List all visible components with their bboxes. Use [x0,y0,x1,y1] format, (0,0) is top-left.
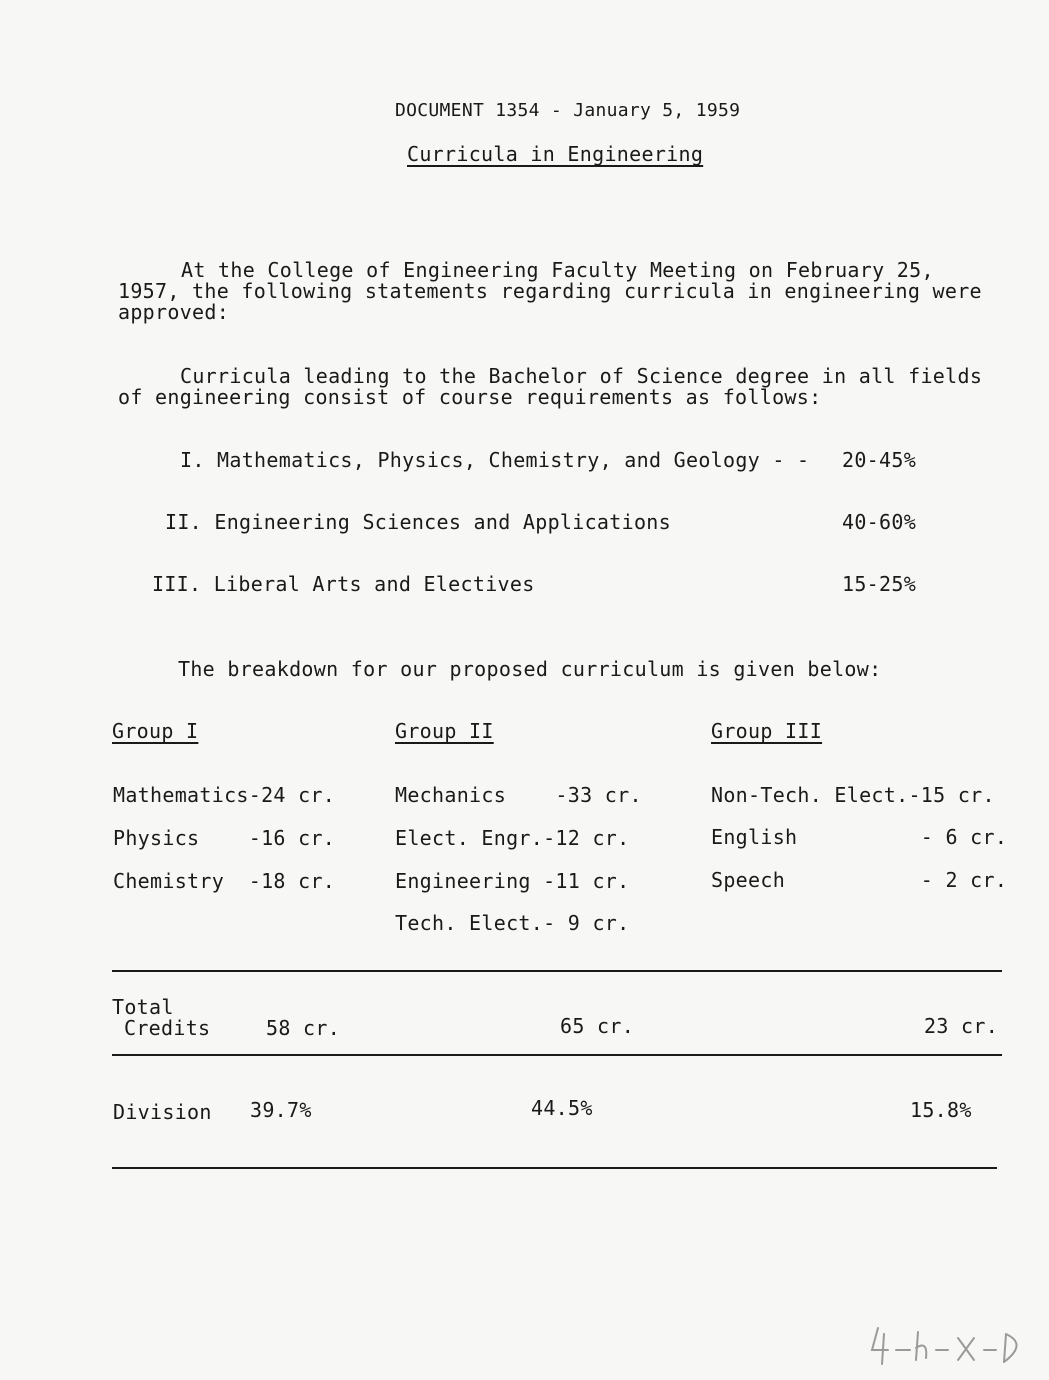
handwritten-annotation [866,1320,1036,1370]
group-1-item: Chemistry -18 cr. [113,869,336,893]
intro-line-2: 1957, the following statements regarding curricula in engineering were [118,279,982,303]
totals-label-line-2: Credits [124,1016,211,1040]
requirements-intro-line-1: Curricula leading to the Bachelor of Science degree in all fields [180,364,983,388]
intro-line-3: approved: [118,300,230,324]
requirement-percent-1: 20-45% [842,448,917,472]
group-1-heading: Group I [112,719,199,743]
requirement-percent-3: 15-25% [842,572,917,596]
group-3-item: English - 6 cr. [711,825,1008,849]
division-label: Division [113,1100,212,1124]
requirement-label-3: III. Liberal Arts and Electives [152,572,535,596]
group-2-item: Mechanics -33 cr. [395,783,642,807]
group-3-item: Non-Tech. Elect.-15 cr. [711,783,995,807]
total-credits-group-2: 65 cr. [560,1014,635,1038]
page-title: Curricula in Engineering [407,142,704,166]
requirement-percent-2: 40-60% [842,510,917,534]
group-3-item: Speech - 2 cr. [711,868,1008,892]
requirement-label-2: II. Engineering Sciences and Applications [165,510,671,534]
total-credits-group-3: 23 cr. [924,1014,999,1038]
group-2-item: Engineering -11 cr. [395,869,630,893]
group-3-heading: Group III [711,719,823,743]
group-1-item: Mathematics-24 cr. [113,783,336,807]
totals-label-line-1: Total [112,995,174,1019]
group-2-item: Elect. Engr.-12 cr. [395,826,630,850]
divider-rule [112,1167,997,1169]
group-1-item: Physics -16 cr. [113,826,336,850]
division-group-2: 44.5% [531,1096,593,1120]
requirements-intro-line-2: of engineering consist of course requirements as follows: [118,385,822,409]
divider-rule [112,1054,1002,1056]
document-number-date: DOCUMENT 1354 - January 5, 1959 [395,100,741,121]
group-2-item: Tech. Elect.- 9 cr. [395,911,630,935]
division-group-1: 39.7% [250,1098,312,1122]
group-2-heading: Group II [395,719,494,743]
breakdown-intro: The breakdown for our proposed curriculum is given below: [178,657,882,681]
division-group-3: 15.8% [910,1098,972,1122]
intro-line-1: At the College of Engineering Faculty Meeting on February 25, [181,258,934,282]
requirement-label-1: I. Mathematics, Physics, Chemistry, and Geology - - [180,448,810,472]
total-credits-group-1: 58 cr. [266,1016,341,1040]
divider-rule [112,970,1002,972]
